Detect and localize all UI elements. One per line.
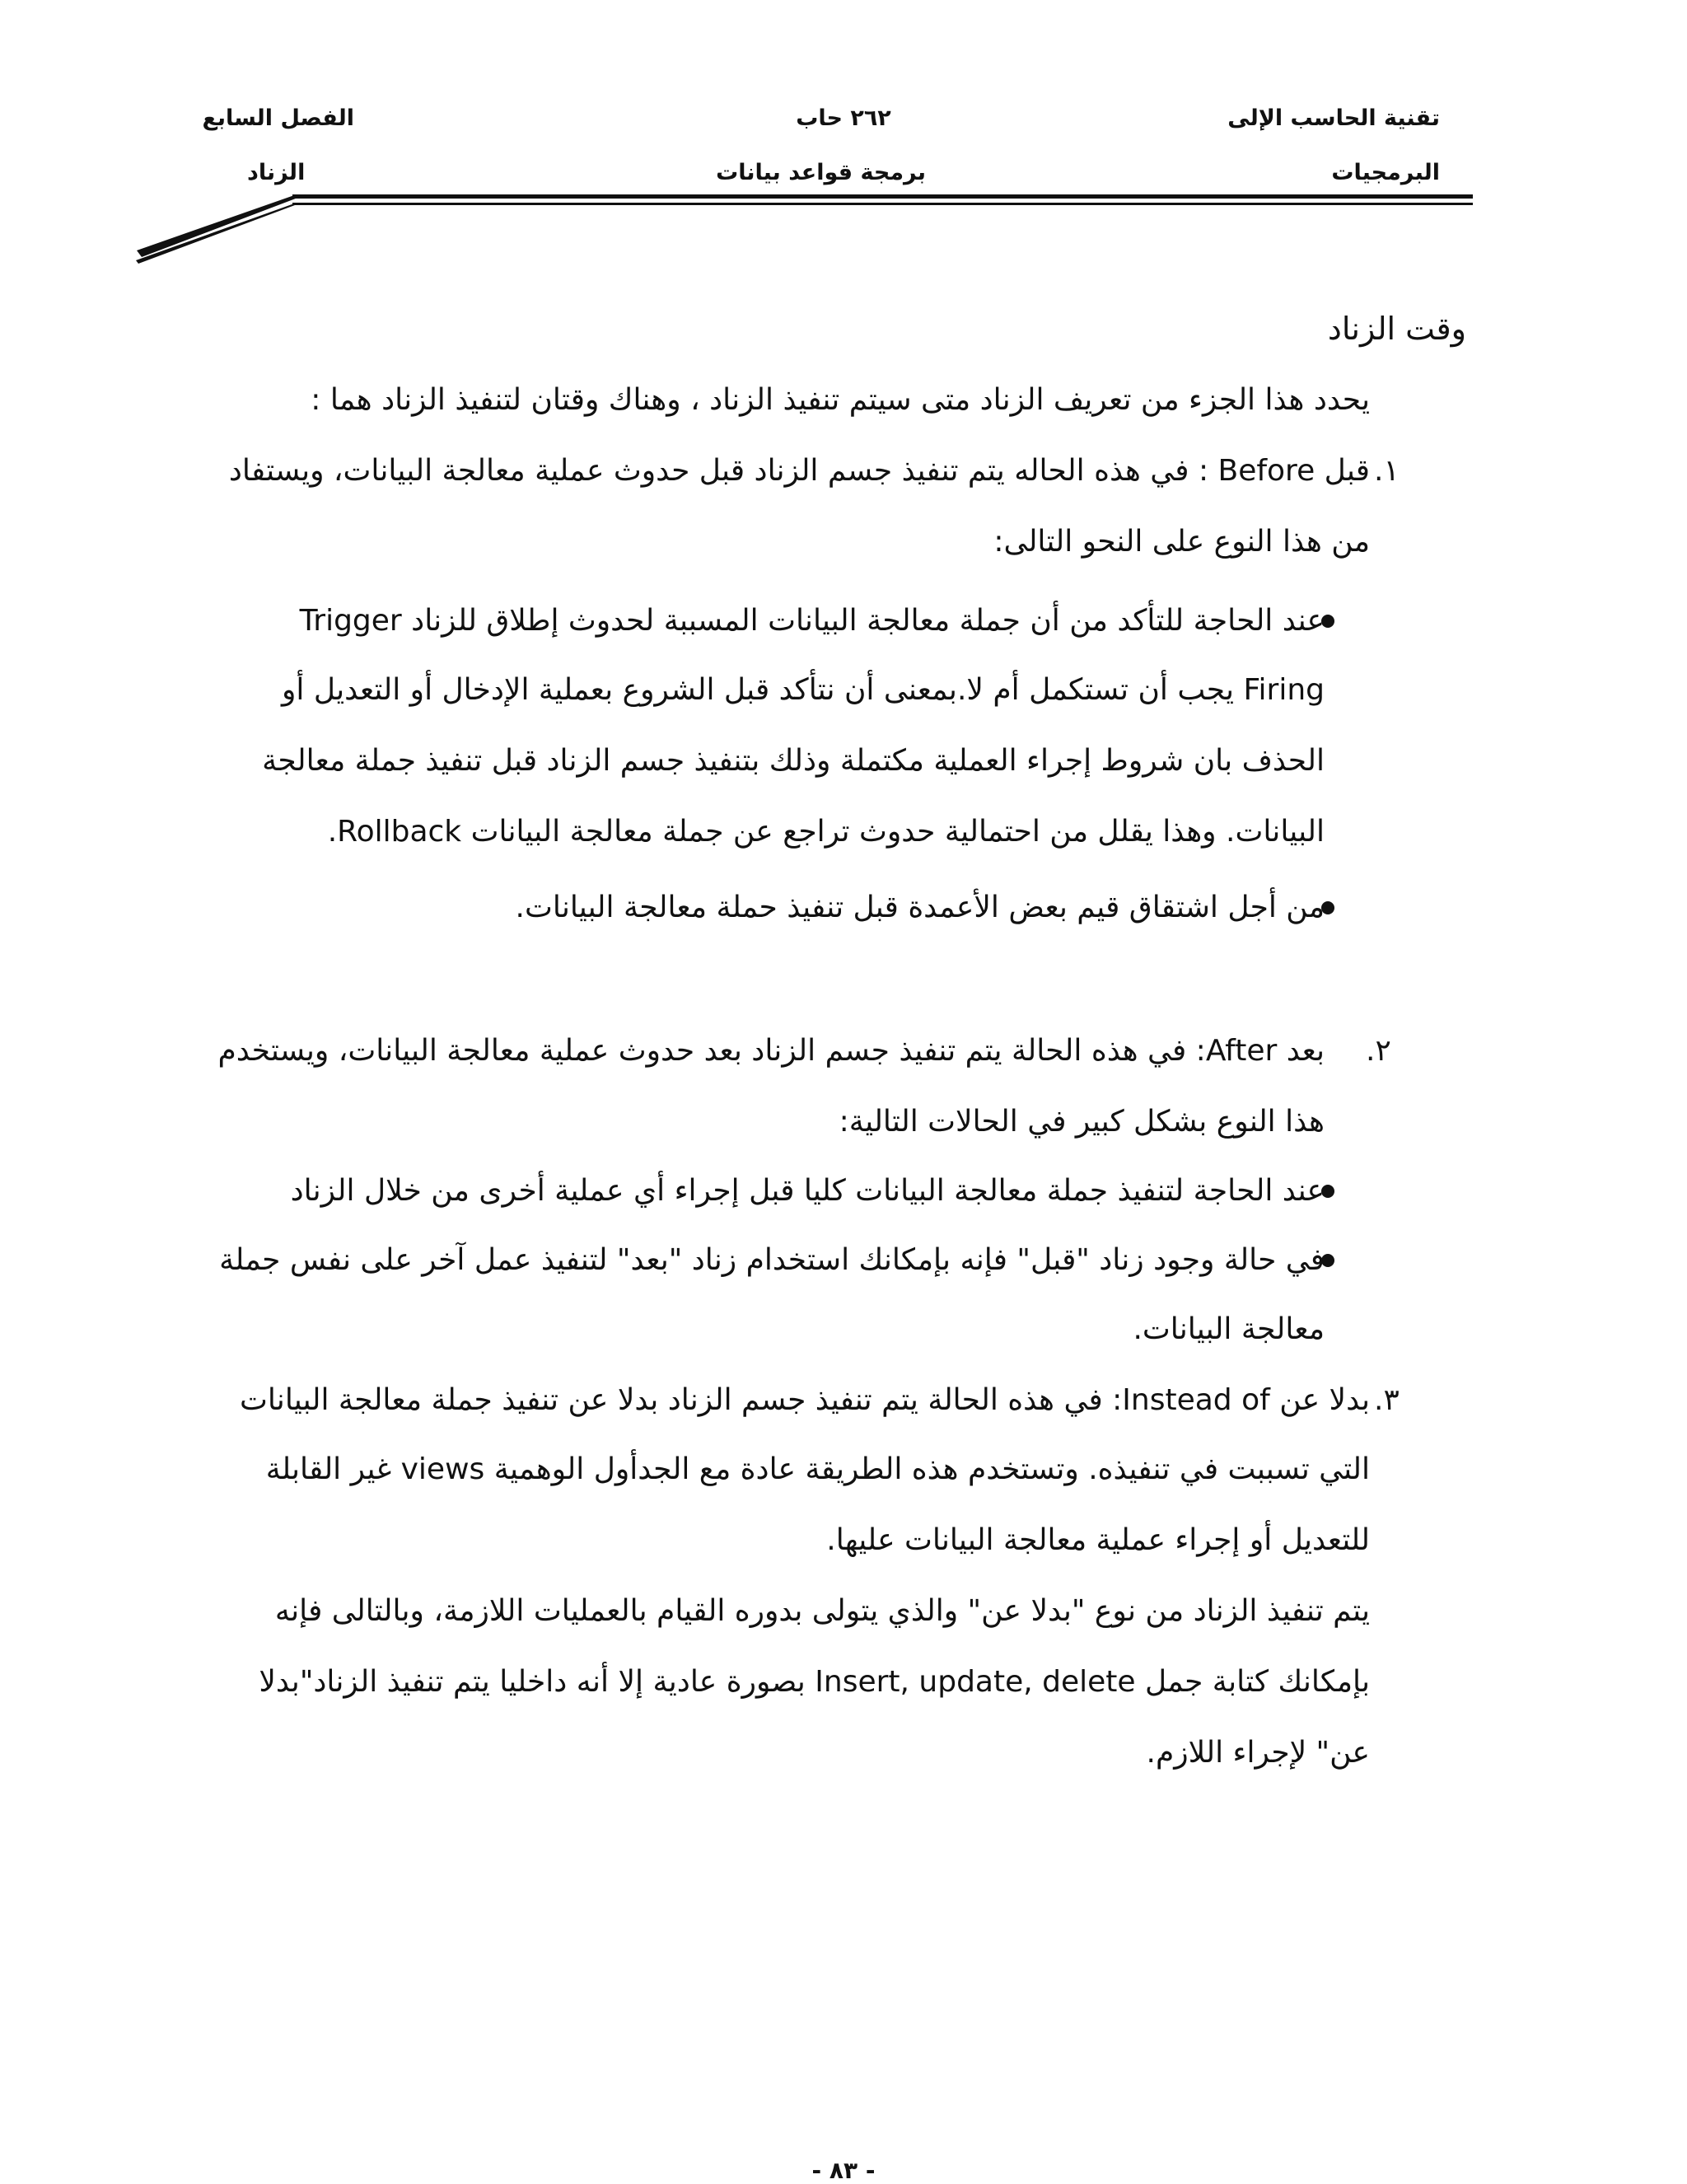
header-course-name: برمجة قواعد بيانات <box>716 160 926 185</box>
header-course-code: ٢٦٢ حاب <box>796 105 891 131</box>
header-rule-thin <box>292 203 1473 205</box>
page-number: - ٨٣ - <box>811 2157 876 2184</box>
header-slant-rule <box>0 0 1687 280</box>
header-chapter-topic: الزناد <box>247 160 306 185</box>
bullet-line: عند الحاجة للتأكد من أن جملة معالجة البيانات المسببة لحدوث إطلاق للزناد Trigger <box>299 604 1325 638</box>
bullet-line: من أجل اشتقاق قيم بعض الأعمدة قبل تنفيذ حملة معالجة البيانات. <box>515 891 1325 924</box>
closing-paragraph-line: عن" لإجراء اللازم. <box>1146 1736 1370 1770</box>
bullet-line: الحذف بان شروط إجراء العملية مكتملة وذلك بتنفيذ جسم الزناد قبل تنفيذ جملة معالجة <box>262 744 1325 778</box>
item-instead-line: للتعديل أو إجراء عملية معالجة البيانات عليها. <box>826 1523 1370 1557</box>
header-chapter: الفصل السابع <box>202 105 354 131</box>
bullet-line: البيانات. وهذا يقلل من احتمالية حدوث تراجع عن جملة معالجة البيانات Rollback. <box>327 815 1325 849</box>
item-before-line: قبل Before : في هذه الحاله يتم تنفيذ جسم الزناد قبل حدوث عملية معالجة البيانات، ويستفاد <box>228 454 1370 488</box>
bullet-line: Firing يجب أن تستكمل أم لا.بمعنى أن نتأكد قبل الشروع بعملية الإدخال أو التعديل أو <box>282 673 1325 707</box>
header-department: البرمجيات <box>1331 160 1440 185</box>
header-rule-thick <box>292 194 1473 199</box>
section-title: وقت الزناد <box>1327 311 1466 347</box>
list-number: .١ <box>1374 454 1400 488</box>
item-before-line: من هذا النوع على النحو التالى: <box>993 525 1370 559</box>
item-after-line: بعد After: في هذه الحالة يتم تنفيذ جسم الزناد بعد حدوث عملية معالجة البيانات، ويستخدم <box>217 1034 1325 1068</box>
closing-paragraph-line: يتم تنفيذ الزناد من نوع "بدلا عن" والذي يتولى بدوره القيام بالعمليات اللازمة، وبالتالى فإنه <box>274 1594 1370 1628</box>
intro-paragraph: يحدد هذا الجزء من تعريف الزناد متى سيتم تنفيذ الزناد ، وهناك وقتان لتنفيذ الزناد هما : <box>311 383 1370 417</box>
item-instead-line: التي تسببت في تنفيذه. وتستخدم هذه الطريقة عادة مع الجدأول الوهمية views غير القابلة <box>265 1452 1370 1486</box>
bullet-line: في حالة وجود زناد "قبل" فإنه بإمكانك استخدام زناد "بعد" لتنفيذ عمل آخر على نفس جملة <box>219 1243 1325 1277</box>
header-course-title: تقنية الحاسب الإلى <box>1227 105 1440 131</box>
closing-paragraph-line: بإمكانك كتابة جمل Insert, update, delete بصورة عادية إلا أنه داخليا يتم تنفيذ الزناد"بدلا <box>259 1665 1370 1699</box>
bullet-line: معالجة البيانات. <box>1133 1312 1325 1346</box>
list-number: .٣ <box>1374 1383 1400 1417</box>
item-after-line: هذا النوع بشكل كبير في الحالات التالية: <box>839 1105 1325 1139</box>
item-instead-line: بدلا عن Instead of: في هذه الحالة يتم تنفيذ جسم الزناد بدلا عن تنفيذ جملة معالجة البيانات <box>239 1383 1370 1417</box>
bullet-line: عند الحاجة لتنفيذ جملة معالجة البيانات كليا قبل إجراء أي عملية أخرى من خلال الزناد <box>290 1174 1325 1208</box>
list-number: .٢ <box>1366 1034 1391 1068</box>
